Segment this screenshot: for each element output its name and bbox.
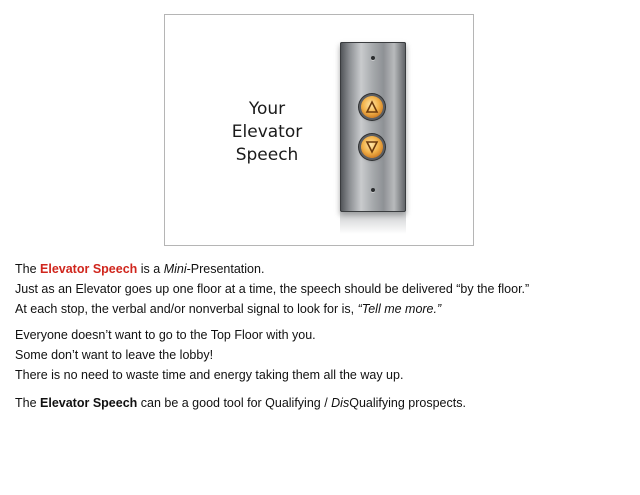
text-run-bold: Elevator Speech [40,396,138,410]
text-run: The [15,262,41,276]
text-run: At each stop, the verbal and/or nonverbal signal to look for is, [15,302,358,316]
text-run: Just as an Elevator goes up one floor at a time, the speech should be delivered “by the floor.” [15,282,530,296]
bullet-line [15,302,441,316]
text-run-italic: Mini [163,262,187,276]
text-run-italic: “Tell me more.” [357,302,442,316]
bullet-line [15,396,466,410]
text-run: Qualifying prospects. [349,396,466,410]
text-run-highlight: Elevator Speech [40,262,138,276]
text-run: can be a good tool for Qualifying / [137,396,332,410]
down-arrow-icon [361,136,383,158]
bullet-line [15,328,316,342]
image-caption [227,98,307,167]
text-run: There is no need to waste time and energy taking them all the way up. [15,368,404,382]
text-run: Some don’t want to leave the lobby! [15,348,214,362]
up-arrow-icon [361,96,383,118]
elevator-image [164,14,474,246]
caption-line: Your [248,99,286,119]
elevator-call-panel [340,42,406,212]
text-run: Everyone doesn’t want to go to the Top Floor with you. [15,328,316,342]
text-run-italic: Dis [331,396,350,410]
bullet-line [15,368,403,382]
bullet-line [15,262,264,276]
text-run: is a [137,262,164,276]
caption-line: Speech [235,145,299,165]
bullet-line [15,348,213,362]
panel-reflection [340,212,406,234]
screw-icon [371,188,375,192]
text-run: -Presentation. [186,262,265,276]
screw-icon [371,56,375,60]
bullet-line [15,282,529,296]
text-run: The [15,396,41,410]
caption-line: Elevator [231,122,303,142]
